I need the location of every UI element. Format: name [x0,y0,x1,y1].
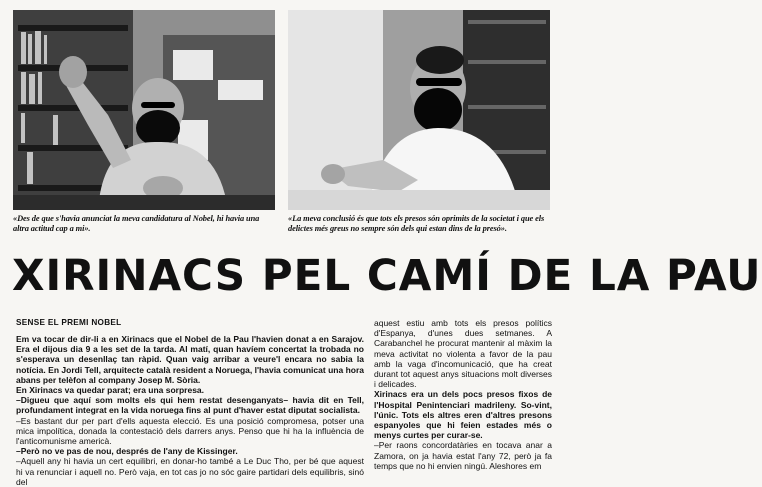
paragraph: –Aquell any hi havia un cert equilibri, en donar-ho també a Le Duc Tho, per bé que aquest hi va renunciar i aquell no. Però vaja, en tot cas jo no sóc gaire partidari dels equilibris, sinó del [16,456,364,487]
paragraph: –Per raons concordatàries en tocava anar a Zamora, on ja havia estat l'any 72, però ja fa temps que no hi envien ningú. Aleshores em [374,440,552,471]
article-column-left [16,334,364,487]
paragraph: Em va tocar de dir-li a en Xirinacs que el Nobel de la Pau l'havien donat a en Sarajov. Era el dijous dia 9 a les set de la tarda. Al matí, quan havíem concertat la trobada no s'esperava un desenllaç tan ràpid. Quan vaig arribar a veure'l encara no sabia la notícia. En Jordi Tell, arquitecte català resident a Noruega, l'havia comunicat una hora abans per telèfon al company Josep M. Sòria. [16,334,364,385]
article-column-right [374,318,552,471]
paragraph: aquest estiu amb tots els presos polítics d'Espanya, d'unes dues setmanes. A Carabanchel he procurat mantenir al màxim la meva activitat no violenta a favor de la pau amb la vaga d'incomunicació, que ha creat durant tot aquest anys situacions molt diverses i delicades. [374,318,552,390]
caption-right: «La meva conclusió és que tots els presos són oprimits de la societat i que els delictes més greus no sempre són dels qui estan dins de la presó». [288,214,545,233]
paragraph: Xirinacs era un dels pocs presos fixos de l'Hospital Penintenciari madrileny. So-vint, l'únic. Tots els altres eren d'altres presons espanyoles que hi feien estades més o menys curtes per curar-se. [374,389,552,441]
headline: XIRINACS PEL CAMÍ DE LA PAU [12,251,762,301]
photo-right [288,10,550,210]
paragraph: En Xirinacs va quedar parat; era una sorpresa. [16,385,205,396]
photo-left [13,10,275,210]
paragraph: –Però no ve pas de nou, després de l'any de Kissinger. [16,446,238,457]
photo-left-image [13,10,275,210]
paragraph: –Es bastant dur per part d'ells aquesta elecció. Es una posició compromesa, potser una mica impolítica, donada la contestació dels darrers anys. Penso que hi ha la influència de l'anticomunisme americà. [16,415,364,447]
caption-left: «Des de que s'havia anunciat la meva candidatura al Nobel, hi havia una altra actitud cap a mi». [13,214,260,233]
kicker: SENSE EL PREMI NOBEL [16,318,122,327]
photo-right-image [288,10,550,210]
paragraph: –Digueu que aquí som molts els qui hem restat desenganyats– havia dit en Tell, profundament integrat en la vida noruega fins al punt d'haver estat diputat socialista. [16,395,364,416]
